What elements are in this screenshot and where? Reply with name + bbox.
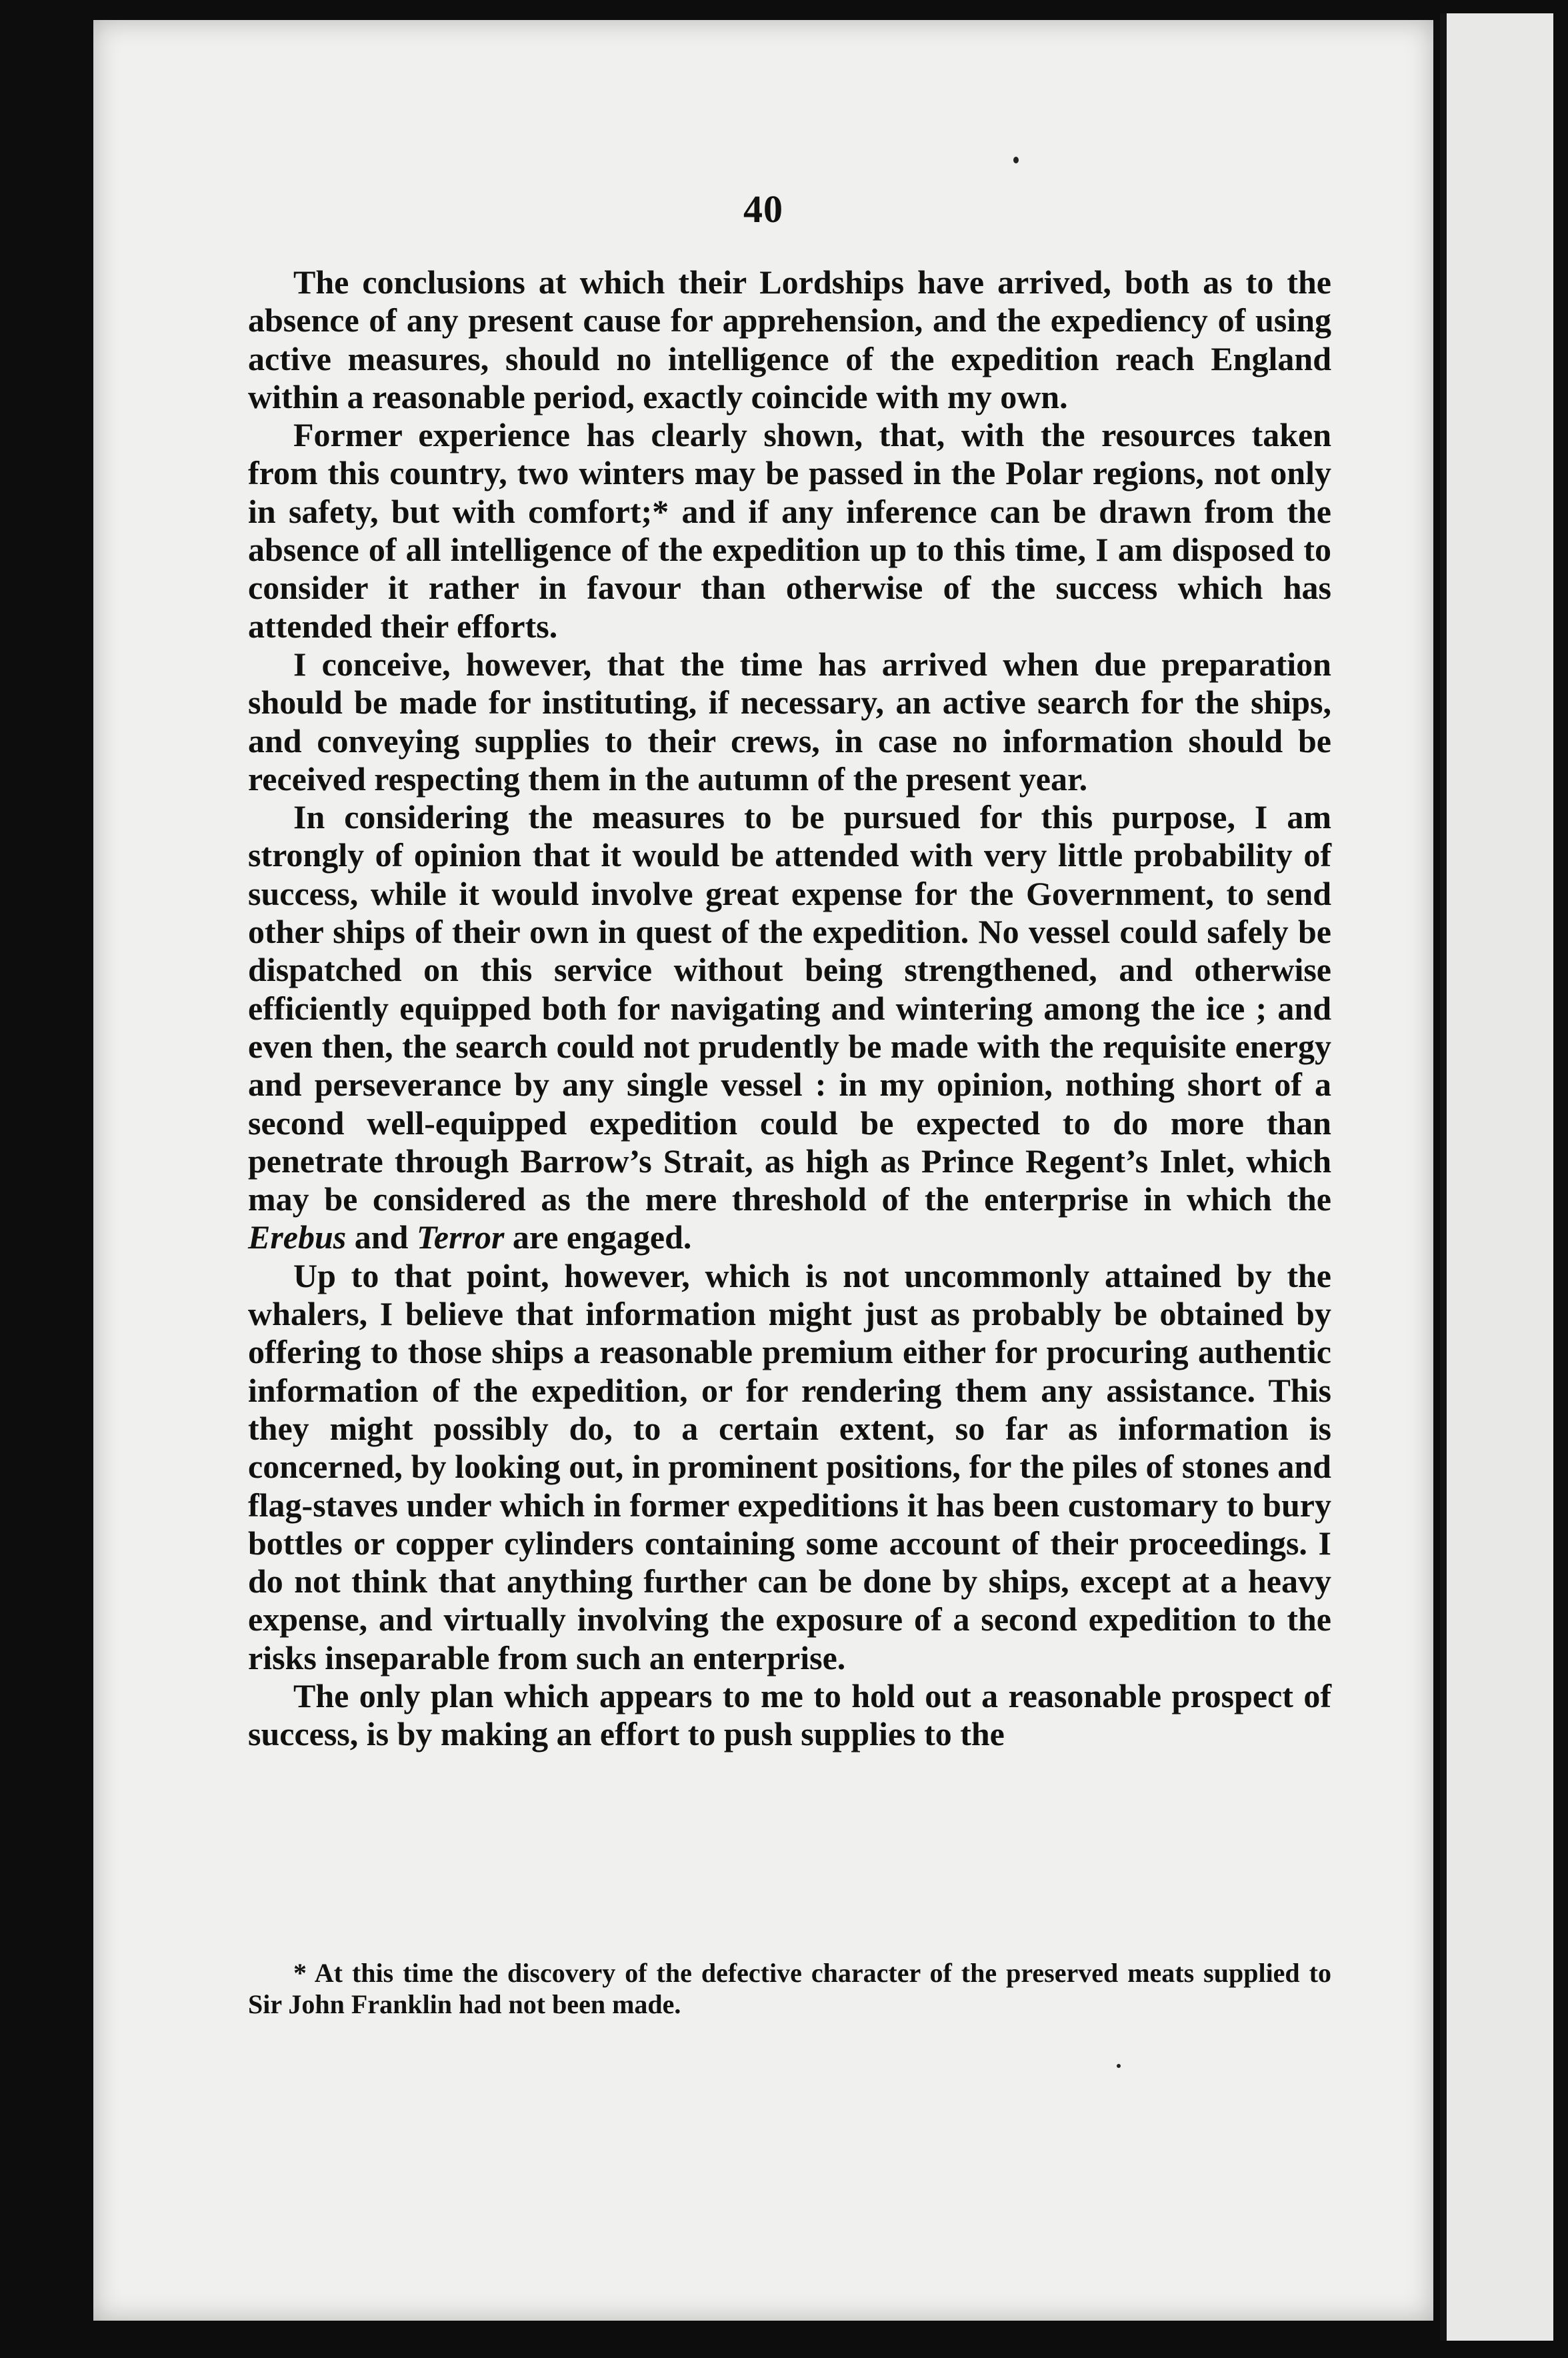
paragraph-text: are engaged. <box>504 1218 692 1256</box>
paragraph-text: In considering the measures to be pursued for this purpose, I am strongly of opinion that it would be attended with very little probability of success, while it would involve great expense for the Government, to send other ships of their own in quest of the expedition. No vessel could safely be dispatched on this service without being strengthened, and otherwise efficiently equipped both for navigating and wintering among the ice ; and even then, the search could not prudently be made with the requisite energy and perseverance by any single vessel : in my opinion, nothing short of a second well-equipped expedition could be expected to do more than penetrate through Barrow’s Strait, as high as Prince Regent’s Inlet, which may be considered as the mere threshold of the enterprise in which the <box>248 798 1331 1218</box>
paragraph: I conceive, however, that the time has arrived when due preparation should be made for instituting, if necessary, an active search for the ships, and conveying supplies to their crews, in case no information should be received respecting them in the autumn of the present year. <box>248 645 1331 798</box>
facing-page-edge <box>1440 13 1553 2341</box>
ship-name-erebus: Erebus <box>248 1218 347 1256</box>
page-number: 40 <box>743 187 783 231</box>
page <box>93 20 1433 2321</box>
ship-name-terror: Terror <box>416 1218 505 1256</box>
body-text <box>248 263 1331 1754</box>
footnote: * At this time the discovery of the defective character of the preserved meats supplied to Sir John Franklin had not been made. <box>248 1958 1331 2019</box>
paragraph: The only plan which appears to me to hold out a reasonable prospect of success, is by making an effort to push supplies to the <box>248 1676 1331 1753</box>
paragraph-text: and <box>346 1218 417 1256</box>
paragraph: The conclusions at which their Lordships have arrived, both as to the absence of any present cause for apprehension, and the expediency of using active measures, should no intelligence of the expedition reach England within a reasonable period, exactly coincide with my own. <box>248 263 1331 415</box>
paragraph <box>248 798 1331 1257</box>
paragraph: Former experience has clearly shown, that, with the resources taken from this country, two winters may be passed in the Polar regions, not only in safety, but with comfort;* and if any inference can be drawn from the absence of all intelligence of the expedition up to this time, I am disposed to consider it rather in favour than otherwise of the success which has attended their efforts. <box>248 416 1331 645</box>
scan-speck <box>1013 157 1019 163</box>
paragraph: Up to that point, however, which is not uncommonly attained by the whalers, I believe that information might just as probably be obtained by offering to those ships a reasonable premium either for procuring authentic information of the expedition, or for rendering them any assistance. This they might possibly do, to a certain extent, so far as information is concerned, by looking out, in prominent positions, for the piles of stones and flag-staves under which in former expeditions it has been customary to bury bottles or copper cylinders containing some account of their proceedings. I do not think that anything further can be done by ships, except at a heavy expense, and virtually involving the exposure of a second expedition to the risks inseparable from such an enterprise. <box>248 1256 1331 1676</box>
scan-speck <box>1117 2064 1121 2068</box>
